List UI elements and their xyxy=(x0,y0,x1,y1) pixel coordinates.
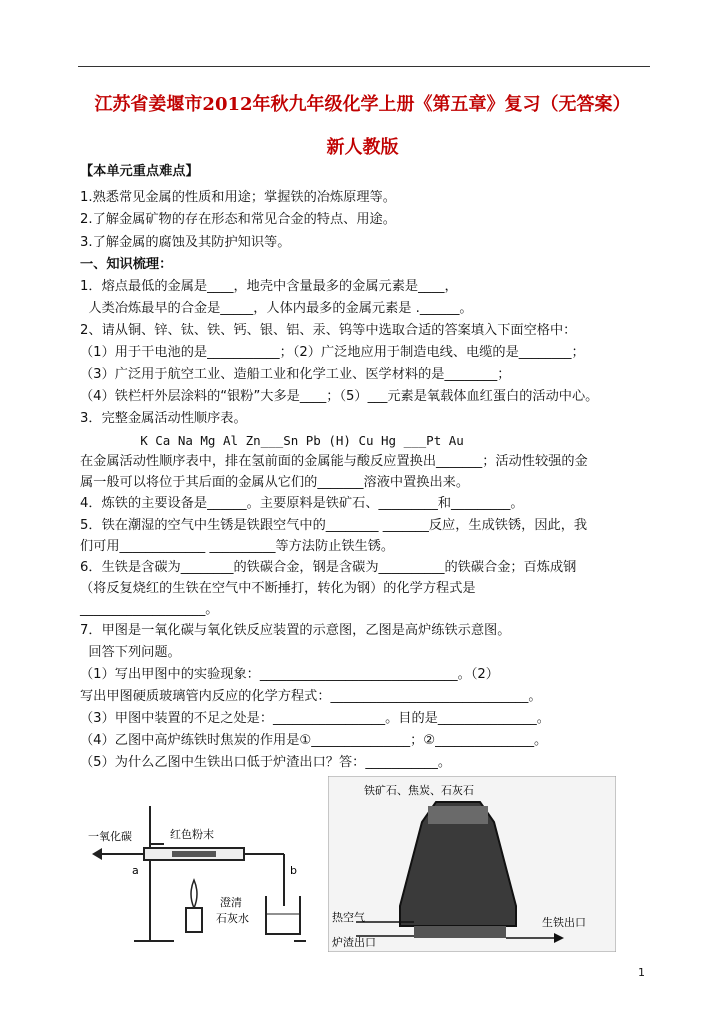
question-1-line-2: 人类冶炼最早的合金是_____，人体内最多的金属元素是 .______。 xyxy=(80,301,473,316)
furnace-hearth xyxy=(414,926,506,938)
limewater-label-2: 石灰水 xyxy=(216,912,249,925)
question-1-line-1: 1．熔点最低的金属是____，地壳中含量最多的金属元素是____， xyxy=(80,279,458,294)
furnace-feed-label: 铁矿石、焦炭、石灰石 xyxy=(364,784,474,797)
powder-label: 红色粉末 xyxy=(170,828,214,841)
activity-series: K Ca Na Mg Al Zn___Sn Pb (H) Cu Hg ___Pt Au xyxy=(80,433,464,448)
question-7-part-2: 写出甲图硬质玻璃管内反应的化学方程式：______________________________。 xyxy=(80,689,542,704)
blast-furnace-figure xyxy=(328,776,616,952)
question-6-line-2: （将反复烧红的生铁在空气中不断捶打，转化为钢）的化学方程式是 xyxy=(80,581,476,596)
question-3-line-2: 属一般可以将位于其后面的金属从它们的_______溶液中置换出来。 xyxy=(80,475,470,490)
page-number: 1 xyxy=(638,966,645,979)
section-heading-key-points: 【本单元重点难点】 xyxy=(80,164,199,179)
section-heading-knowledge: 一、知识梳理： xyxy=(80,257,173,272)
slag-outlet-label: 炉渣出口 xyxy=(332,936,376,949)
question-7-part-4: （4）乙图中高炉练铁时焦炭的作用是①_______________；②_______________。 xyxy=(80,733,548,748)
question-2-line-1: （1）用于干电池的是___________；（2）广泛地应用于制造电线、电缆的是________； xyxy=(80,345,585,360)
red-powder xyxy=(172,851,216,857)
limewater-label-1: 澄清 xyxy=(220,896,242,909)
question-3-line-1: 在金属活动性顺序表中，排在氢前面的金属能与酸反应置换出_______；活动性较强的金 xyxy=(80,454,588,469)
text-line: 1.熟悉常见金属的性质和用途；掌握铁的冶炼原理等。 xyxy=(80,190,396,205)
question-6-line-1: 6．生铁是含碳为________的铁碳合金，钢是含碳为__________的铁碳合金；百炼成钢 xyxy=(80,560,577,575)
question-2-line-3: （4）铁栏杆外层涂料的“银粉”大多是____；（5）___元素是氧载体血红蛋白的活动中心。 xyxy=(80,389,599,404)
question-2-line-2: （3）广泛用于航空工业、造船工业和化学工业、医学材料的是________； xyxy=(80,367,511,382)
question-7-instruction: 回答下列问题。 xyxy=(80,645,181,660)
question-4: 4．炼铁的主要设备是______。主要原料是铁矿石、_________和_________。 xyxy=(80,496,524,511)
header-rule xyxy=(78,66,650,67)
question-7-part-3: （3）甲图中装置的不足之处是：_________________。目的是_______________。 xyxy=(80,711,550,726)
co-reduction-apparatus-figure xyxy=(84,796,314,954)
iron-outlet-label: 生铁出口 xyxy=(542,916,586,929)
furnace-top xyxy=(428,806,488,824)
alcohol-lamp xyxy=(186,908,202,932)
text-line: 3.了解金属的腐蚀及其防护知识等。 xyxy=(80,235,291,250)
question-5-line-2: 们可用_____________ __________等方法防止铁生锈。 xyxy=(80,539,395,554)
document-subtitle: 新人教版 xyxy=(326,137,399,158)
question-7-part-1: （1）写出甲图中的实验现象：______________________________。（2） xyxy=(80,667,499,682)
inlet-arrow-icon xyxy=(92,848,102,860)
document-title: 江苏省姜堰市2012年秋九年级化学上册《第五章》复习（无答案） xyxy=(94,94,631,115)
inlet-a-label: a xyxy=(132,864,139,877)
question-6-line-3: ___________________。 xyxy=(80,602,219,617)
question-2-stem: 2、请从铜、锌、钛、铁、钙、银、铝、汞、钨等中选取合适的答案填入下面空格中： xyxy=(80,323,577,338)
question-7-stem: 7．甲图是一氧化碳与氧化铁反应装置的示意图，乙图是高炉练铁示意图。 xyxy=(80,623,511,638)
co-label: 一氧化碳 xyxy=(88,830,132,843)
flame xyxy=(191,880,197,908)
text-line: 2.了解金属矿物的存在形态和常见合金的特点、用途。 xyxy=(80,212,396,227)
question-5-line-1: 5．铁在潮湿的空气中生锈是铁跟空气中的________ _______反应，生成铁锈，因此，我 xyxy=(80,518,588,533)
outlet-b-label: b xyxy=(290,864,297,877)
question-7-part-5: （5）为什么乙图中生铁出口低于炉渣出口？答：___________。 xyxy=(80,755,452,770)
hot-air-label: 热空气 xyxy=(332,911,365,924)
question-3-stem: 3．完整金属活动性顺序表。 xyxy=(80,411,247,426)
